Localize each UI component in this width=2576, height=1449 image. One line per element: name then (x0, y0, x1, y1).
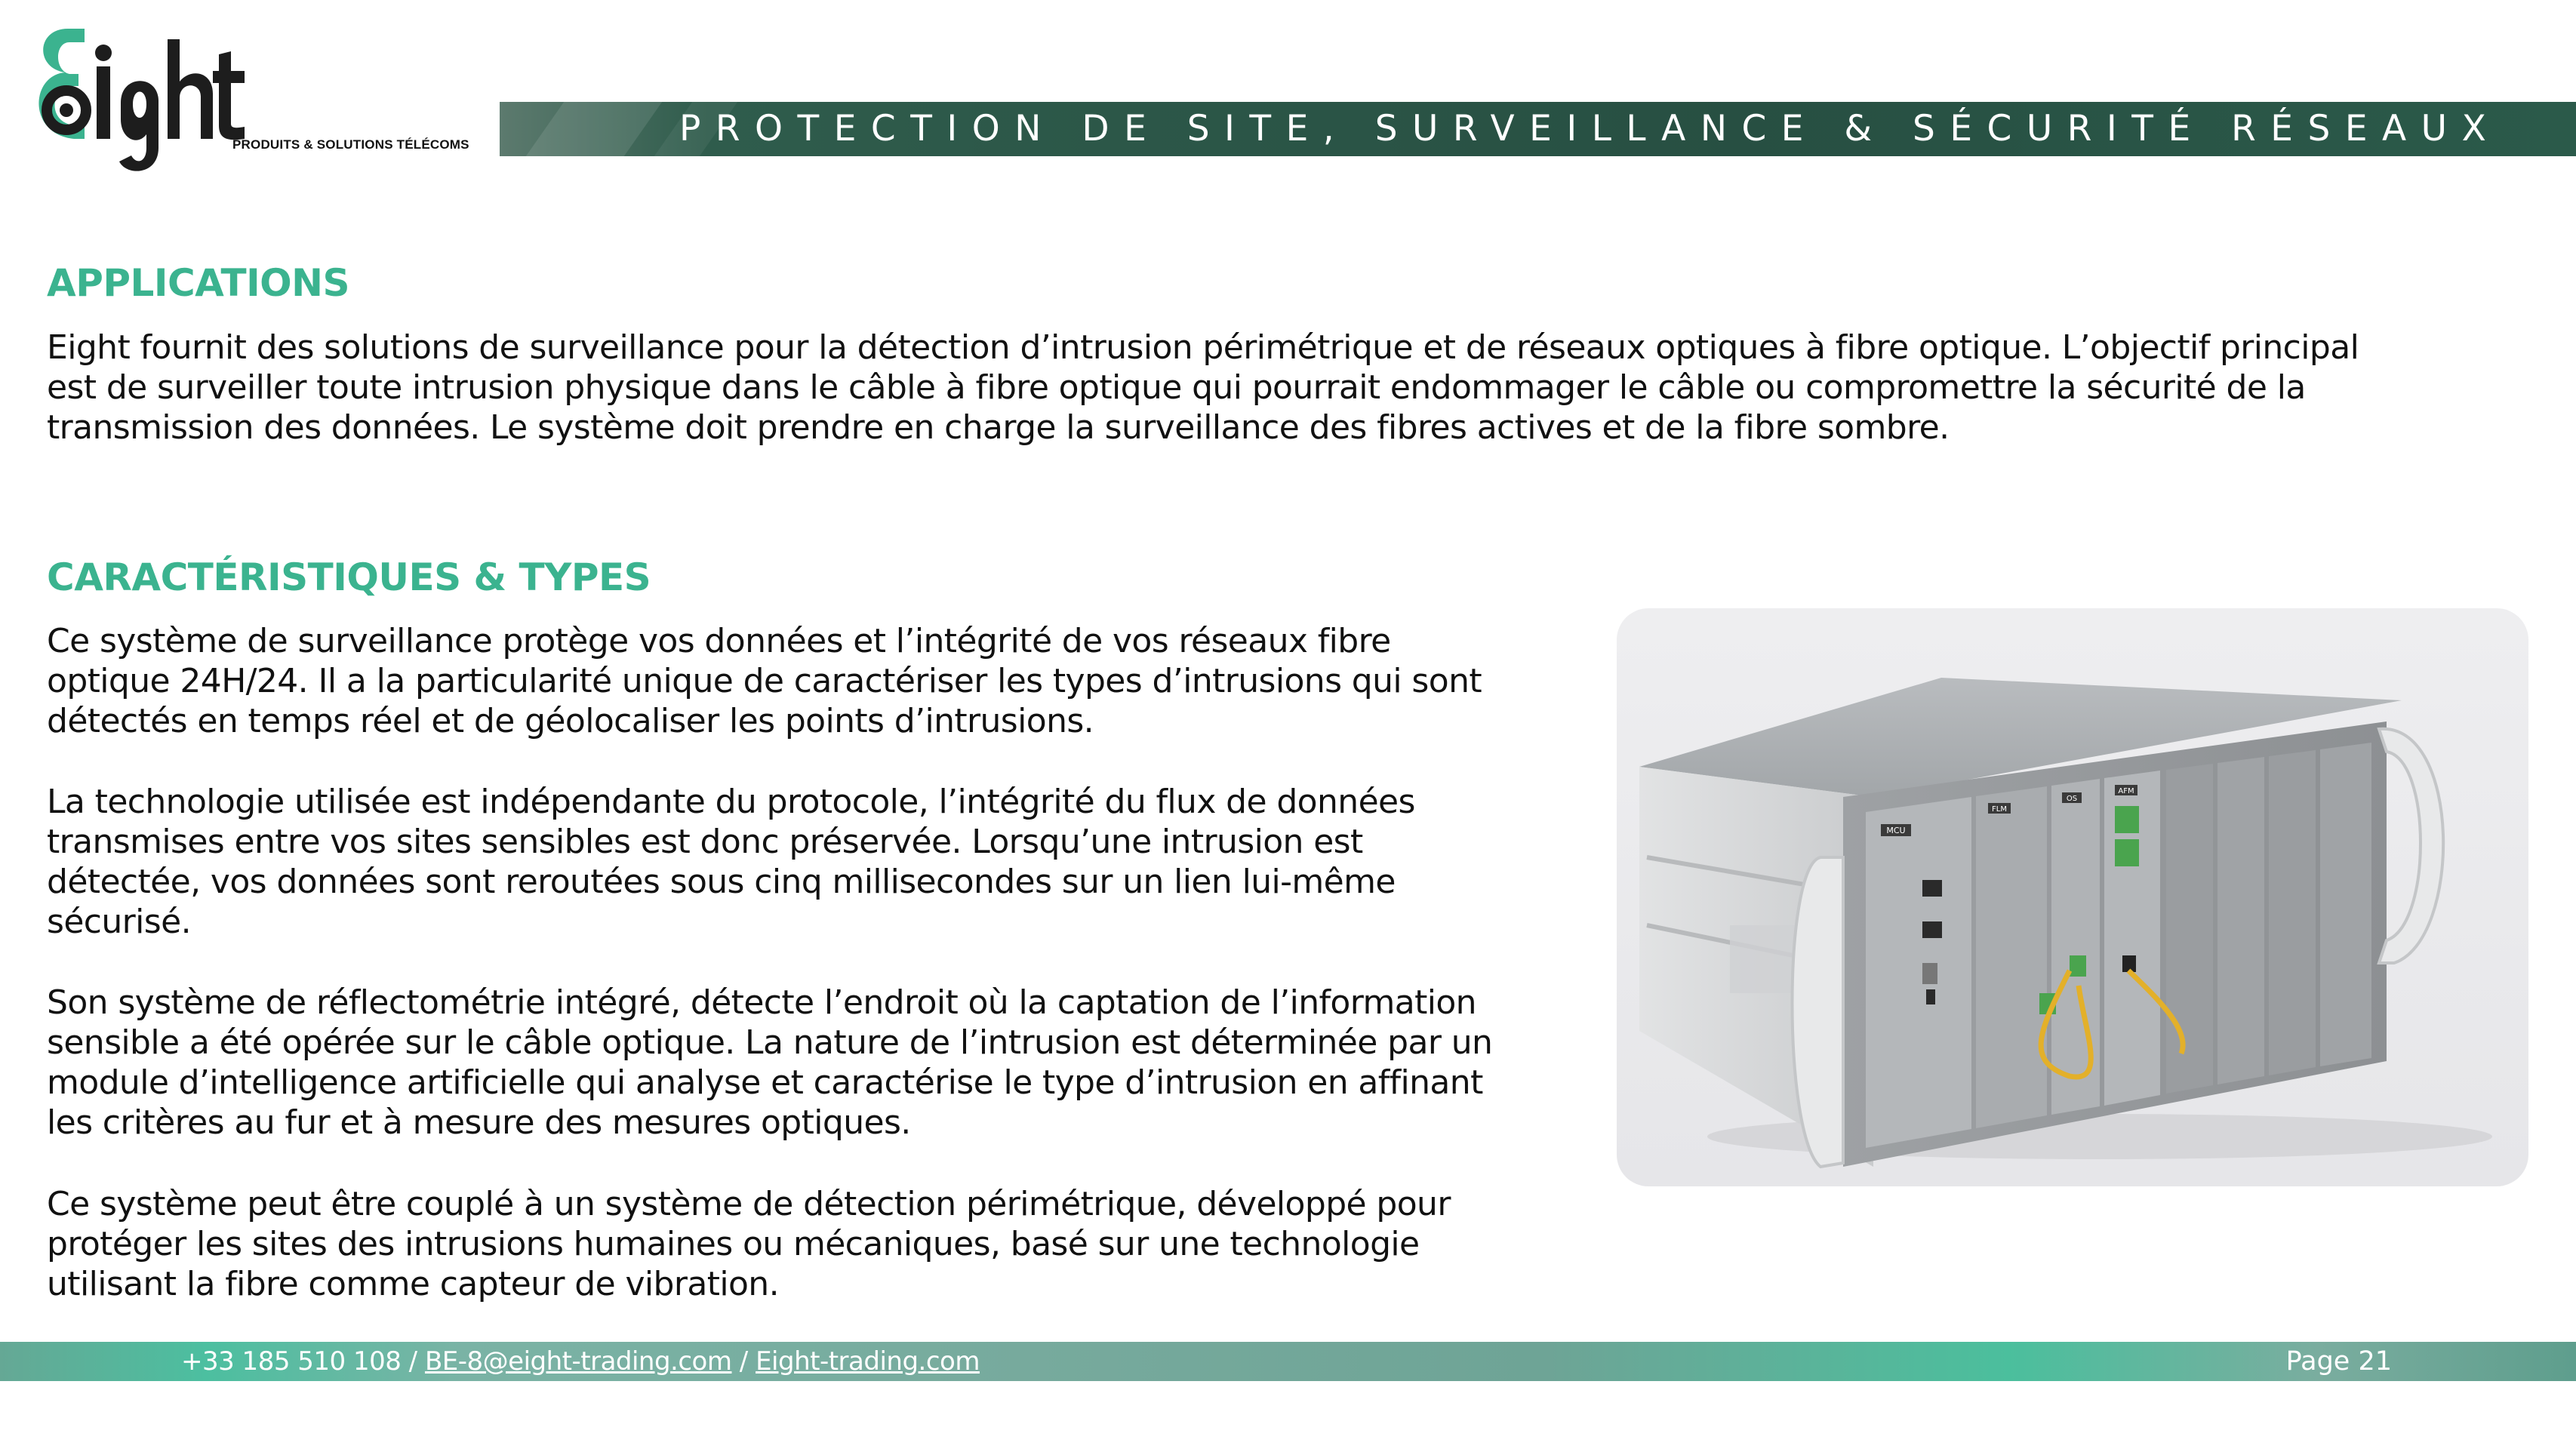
text-line: protéger les sites des intrusions humaines ou mécaniques, basé sur une technologie (47, 1225, 1420, 1263)
text-line: La technologie utilisée est indépendante du protocole, l’intégrité du flux de données (47, 783, 1415, 821)
module-label: OS (2066, 795, 2078, 803)
applications-text (47, 328, 2553, 448)
text-line: détectés en temps réel et de géolocaliser les points d’intrusions. (47, 702, 1094, 740)
features-paragraph-4 (47, 1184, 1594, 1304)
text-line: optique 24H/24. Il a la particularité unique de caractériser les types d’intrusions qui sont (47, 662, 1482, 700)
text-line: les critères au fur et à mesure des mesures optiques. (47, 1103, 911, 1142)
logo-tagline: PRODUITS & SOLUTIONS TÉLÉCOMS (232, 137, 469, 152)
text-line: sécurisé. (47, 903, 191, 941)
separator: / (401, 1346, 425, 1377)
eight-logo (21, 21, 489, 180)
text-line: utilisant la fibre comme capteur de vibration. (47, 1265, 779, 1303)
module-label: AFM (2118, 787, 2134, 795)
features-heading: CARACTÉRISTIQUES & TYPES (47, 555, 651, 599)
text-line: transmises entre vos sites sensibles est donc préservée. Lorsqu’une intrusion est (47, 823, 1363, 861)
text-line: sensible a été opérée sur le câble optique. La nature de l’intrusion est déterminée par un (47, 1023, 1493, 1062)
phone-number: +33 185 510 108 (181, 1346, 402, 1377)
rack-chassis-illustration (1617, 608, 2528, 1186)
page-title: PROTECTION DE SITE, SURVEILLANCE & SÉCURITÉ RÉSEAUX (679, 108, 2501, 149)
module-label: MCU (1886, 826, 1906, 835)
text-line: Eight fournit des solutions de surveillance pour la détection d’intrusion périmétrique et de réseaux optiques à fibre optique. L’objectif principal (47, 328, 2359, 367)
page-number: Page 21 (2285, 1346, 2392, 1377)
module-label: FLM (1992, 805, 2007, 814)
eight-logo-mark (21, 21, 248, 180)
product-image (1617, 608, 2528, 1186)
text-line: transmission des données. Le système doit prendre en charge la surveillance des fibres actives et de la fibre sombre. (47, 408, 1950, 447)
text-line: Son système de réflectométrie intégré, détecte l’endroit où la captation de l’information (47, 983, 1476, 1022)
features-paragraph-3 (47, 983, 1594, 1143)
text-line: Ce système de surveillance protège vos données et l’intégrité de vos réseaux fibre (47, 622, 1391, 660)
text-line: module d’intelligence artificielle qui analyse et caractérise le type d’intrusion en affinant (47, 1063, 1483, 1102)
text-line: détectée, vos données sont reroutées sous cinq millisecondes sur un lien lui-même (47, 863, 1396, 901)
header-decor (526, 102, 662, 156)
website-link[interactable]: Eight-trading.com (756, 1346, 980, 1377)
text-line: Ce système peut être couplé à un système de détection périmétrique, développé pour (47, 1185, 1451, 1223)
separator: / (731, 1346, 756, 1377)
text-line: est de surveiller toute intrusion physique dans le câble à fibre optique qui pourrait endommager le câble ou compromettre la sécurité de la (47, 368, 2306, 407)
email-link[interactable]: BE-8@eight-trading.com (424, 1346, 732, 1377)
applications-heading: APPLICATIONS (47, 261, 350, 305)
footer-contact (181, 1343, 980, 1380)
features-paragraph-2 (47, 782, 1594, 942)
features-paragraph-1 (47, 621, 1594, 741)
